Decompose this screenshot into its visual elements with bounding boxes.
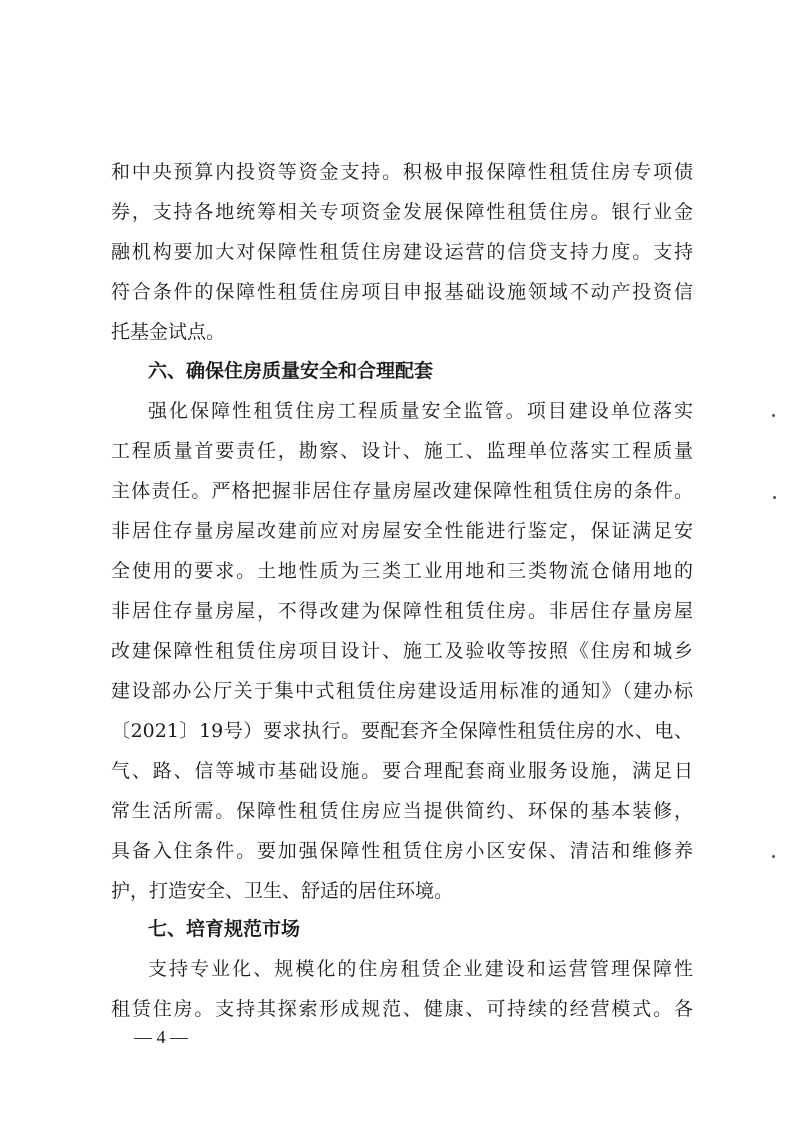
paragraph-line: 支持专业化、规模化的住房租赁企业建设和运营管理保障性 (148, 958, 693, 980)
paragraph-line: 非居住存量房屋，不得改建为保障性租赁住房。非居住存量房屋 (111, 600, 693, 622)
paragraph-line: 气、路、信等城市基础设施。要合理配套商业服务设施，满足日 (111, 760, 693, 782)
scan-speck (772, 855, 775, 858)
paragraph-line: 全使用的要求。土地性质为三类工业用地和三类物流仓储用地的 (111, 560, 693, 582)
section-heading: 七、培育规范市场 (148, 918, 301, 940)
page-number: — 4 — (134, 1027, 188, 1047)
paragraph-line: 改建保障性租赁住房项目设计、施工及验收等按照《住房和城乡 (111, 640, 693, 662)
scan-speck (773, 496, 776, 499)
paragraph-line: 主体责任。严格把握非居住存量房屋改建保障性租赁住房的条件。 (111, 480, 693, 502)
paragraph-line: 具备入住条件。要加强保障性租赁住房小区安保、清洁和维修养 (111, 840, 693, 862)
paragraph-line: 护，打造安全、卫生、舒适的居住环境。 (111, 880, 454, 902)
paragraph-line: 融机构要加大对保障性租赁住房建设运营的信贷支持力度。支持 (111, 241, 693, 263)
paragraph-line: 非居住存量房屋改建前应对房屋安全性能进行鉴定，保证满足安 (111, 520, 693, 542)
paragraph-line: 强化保障性租赁住房工程质量安全监管。项目建设单位落实 (148, 400, 693, 422)
paragraph-line: 租赁住房。支持其探索形成规范、健康、可持续的经营模式。各 (111, 998, 693, 1020)
paragraph-line: 工程质量首要责任，勘察、设计、施工、监理单位落实工程质量 (111, 440, 693, 462)
paragraph-line: 常生活所需。保障性租赁住房应当提供简约、环保的基本装修， (111, 800, 693, 822)
paragraph-line: 符合条件的保障性租赁住房项目申报基础设施领域不动产投资信 (111, 281, 693, 303)
paragraph-line: 和中央预算内投资等资金支持。积极申报保障性租赁住房专项债 (111, 161, 693, 183)
paragraph-line: 券，支持各地统筹相关专项资金发展保障性租赁住房。银行业金 (111, 201, 693, 223)
paragraph-line: 〔2021〕19号）要求执行。要配套齐全保障性租赁住房的水、电、 (111, 720, 693, 742)
paragraph-line: 托基金试点。 (111, 321, 226, 343)
section-heading: 六、确保住房质量安全和合理配套 (148, 360, 434, 382)
paragraph-line: 建设部办公厅关于集中式租赁住房建设适用标准的通知》（建办标 (111, 680, 693, 702)
scan-speck (772, 414, 775, 417)
